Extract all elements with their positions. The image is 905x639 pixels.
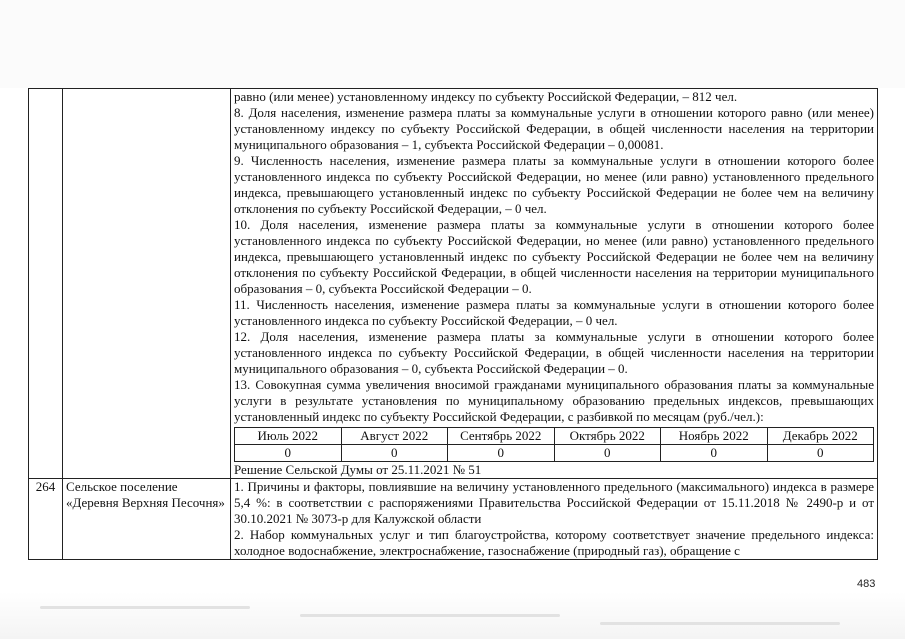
month-header: Декабрь 2022 bbox=[767, 428, 874, 445]
month-value: 0 bbox=[554, 445, 661, 462]
paragraph: 2. Набор коммунальных услуг и тип благоустройства, которому соответствует значение предельного индекса: холодное водоснабжение, электроснабжение, газоснабжение (природный газ), обращение с bbox=[234, 527, 874, 558]
page-top-margin bbox=[0, 0, 905, 88]
paragraph: 12. Доля населения, изменение размера платы за коммунальные услуги в отношении которого более установленного индекса по субъекту Российской Федерации, в общей численности населения на территории муниципального образования – 0, субъекта Российской Федерации – 0. bbox=[234, 329, 874, 376]
monthly-sum-table bbox=[234, 427, 874, 462]
month-value: 0 bbox=[661, 445, 768, 462]
page-bottom-margin bbox=[0, 592, 905, 639]
month-header: Ноябрь 2022 bbox=[661, 428, 768, 445]
months-header-row bbox=[235, 428, 874, 445]
month-header: Июль 2022 bbox=[235, 428, 342, 445]
paragraph: 11. Численность населения, изменение размера платы за коммунальные услуги в отношении которого более установленного индекса по субъекту Российской Федерации, – 0 чел. bbox=[234, 297, 874, 328]
scan-artifact bbox=[600, 622, 840, 625]
row-number-cell: 264 bbox=[29, 479, 63, 560]
scan-artifact bbox=[300, 614, 560, 617]
description-cell bbox=[231, 89, 878, 479]
month-value: 0 bbox=[448, 445, 555, 462]
month-header: Октябрь 2022 bbox=[554, 428, 661, 445]
paragraph: 10. Доля населения, изменение размера платы за коммунальные услуги в отношении которого более установленного индекса по субъекту Российской Федерации, но менее (или равно) установленного предельного индекса, превышающего установленный индекс по субъекту Российской Федерации не более чем на величину отклонения по субъекту Российской Федерации, в общей численности населения на территории муниципального образования – 0, субъекта Российской Федерации – 0. bbox=[234, 217, 874, 296]
municipality-name-cell bbox=[63, 89, 231, 479]
table-row bbox=[29, 89, 878, 479]
month-header: Сентябрь 2022 bbox=[448, 428, 555, 445]
month-value: 0 bbox=[767, 445, 874, 462]
paragraph: равно (или менее) установленному индексу по субъекту Российской Федерации, – 812 чел. bbox=[234, 89, 738, 104]
municipality-name-cell: Сельское поселение «Деревня Верхняя Песочня» bbox=[63, 479, 231, 560]
paragraph: 13. Совокупная сумма увеличения вносимой гражданами муниципального образования платы за коммунальные услуги в результате установления по муниципальному образованию предельных индексов, превышающих установленный индекс по субъекту Российской Федерации, с разбивкой по месяцам (руб./чел.): bbox=[234, 377, 874, 424]
month-value: 0 bbox=[341, 445, 448, 462]
row-number-cell bbox=[29, 89, 63, 479]
decision-reference: Решение Сельской Думы от 25.11.2021 № 51 bbox=[234, 462, 482, 477]
description-cell bbox=[231, 479, 878, 560]
month-value: 0 bbox=[235, 445, 342, 462]
paragraph: 1. Причины и факторы, повлиявшие на величину установленного предельного (максимального) индекса в размере 5,4 %: в соответствии с распоряжениями Правительства Российской Федерации от 15.11.2018 № 2490-р и от 30.10.2021 № 3073-р для Калужской области bbox=[234, 479, 874, 526]
month-header: Август 2022 bbox=[341, 428, 448, 445]
months-value-row bbox=[235, 445, 874, 462]
paragraph: 8. Доля населения, изменение размера платы за коммунальные услуги в отношении которого равно (или менее) установленному индексу по субъекту Российской Федерации, в общей численности населения на территории муниципального образования – 1, субъекта Российской Федерации – 0,00081. bbox=[234, 105, 874, 152]
page-number: 483 bbox=[857, 578, 876, 590]
scan-artifact bbox=[40, 606, 250, 609]
table-row bbox=[29, 479, 878, 560]
paragraph: 9. Численность населения, изменение размера платы за коммунальные услуги в отношении которого более установленного индекса по субъекту Российской Федерации, но менее (или равно) установленного предельного индекса, превышающего установленный индекс по субъекту Российской Федерации не более чем на величину отклонения по субъекту Российской Федерации, – 0 чел. bbox=[234, 153, 874, 216]
index-table bbox=[28, 88, 878, 560]
